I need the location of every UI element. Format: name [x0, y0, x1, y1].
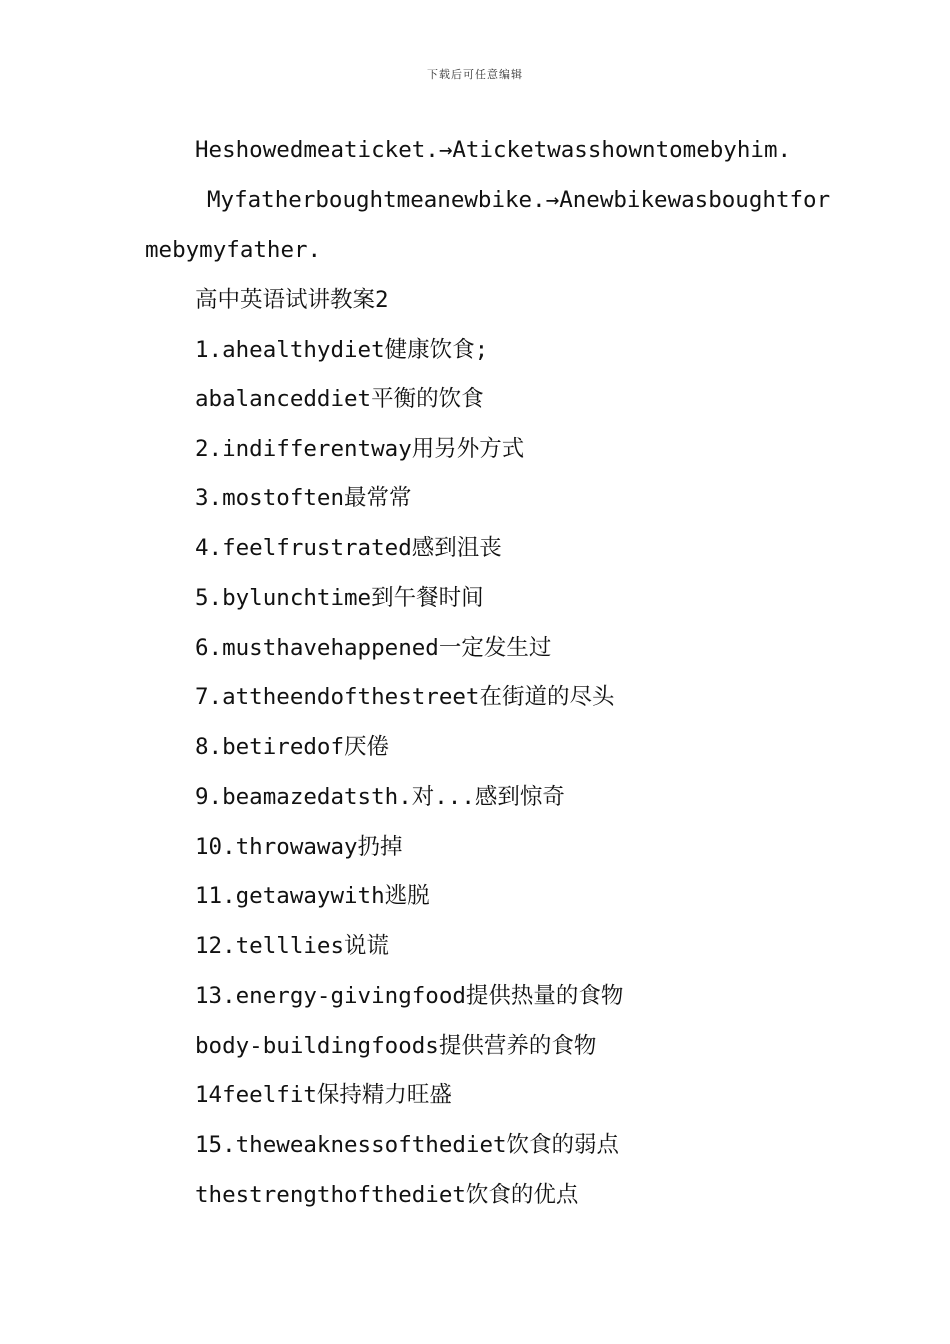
vocab-item: thestrengthofthediet饮食的优点 — [195, 1182, 579, 1208]
vocab-item: 1.ahealthydiet健康饮食; — [195, 337, 489, 363]
sentence-line: Heshowedmeaticket.→Aticketwasshowntomebyhim. — [195, 137, 792, 163]
vocab-item: body-buildingfoods提供营养的食物 — [195, 1033, 597, 1059]
page-header: 下载后可任意编辑 — [427, 68, 523, 81]
vocab-item: 4.feelfrustrated感到沮丧 — [195, 535, 502, 561]
vocab-item: 7.attheendofthestreet在街道的尽头 — [195, 684, 615, 710]
vocab-item: abalanceddiet平衡的饮食 — [195, 386, 484, 412]
vocab-item: 3.mostoften最常常 — [195, 485, 412, 511]
sentence-line: Myfatherboughtmeanewbike.→Anewbikewasboughtfor — [207, 187, 831, 213]
vocab-item: 12.telllies说谎 — [195, 933, 390, 959]
sentence-line-continued: mebymyfather. — [145, 237, 322, 263]
section-title: 高中英语试讲教案2 — [195, 287, 389, 313]
vocab-item: 15.theweaknessofthediet饮食的弱点 — [195, 1132, 620, 1158]
vocab-item: 11.getawaywith逃脱 — [195, 883, 430, 909]
vocab-item: 2.indifferentway用另外方式 — [195, 436, 525, 462]
vocab-item: 5.bylunchtime到午餐时间 — [195, 585, 484, 611]
vocab-item: 6.musthavehappened一定发生过 — [195, 635, 552, 661]
vocab-item: 9.beamazedatsth.对...感到惊奇 — [195, 784, 565, 810]
vocab-item: 14feelfit保持精力旺盛 — [195, 1082, 452, 1108]
vocab-item: 13.energy-givingfood提供热量的食物 — [195, 983, 624, 1009]
vocab-item: 8.betiredof厌倦 — [195, 734, 390, 760]
vocab-item: 10.throwaway扔掉 — [195, 834, 403, 860]
